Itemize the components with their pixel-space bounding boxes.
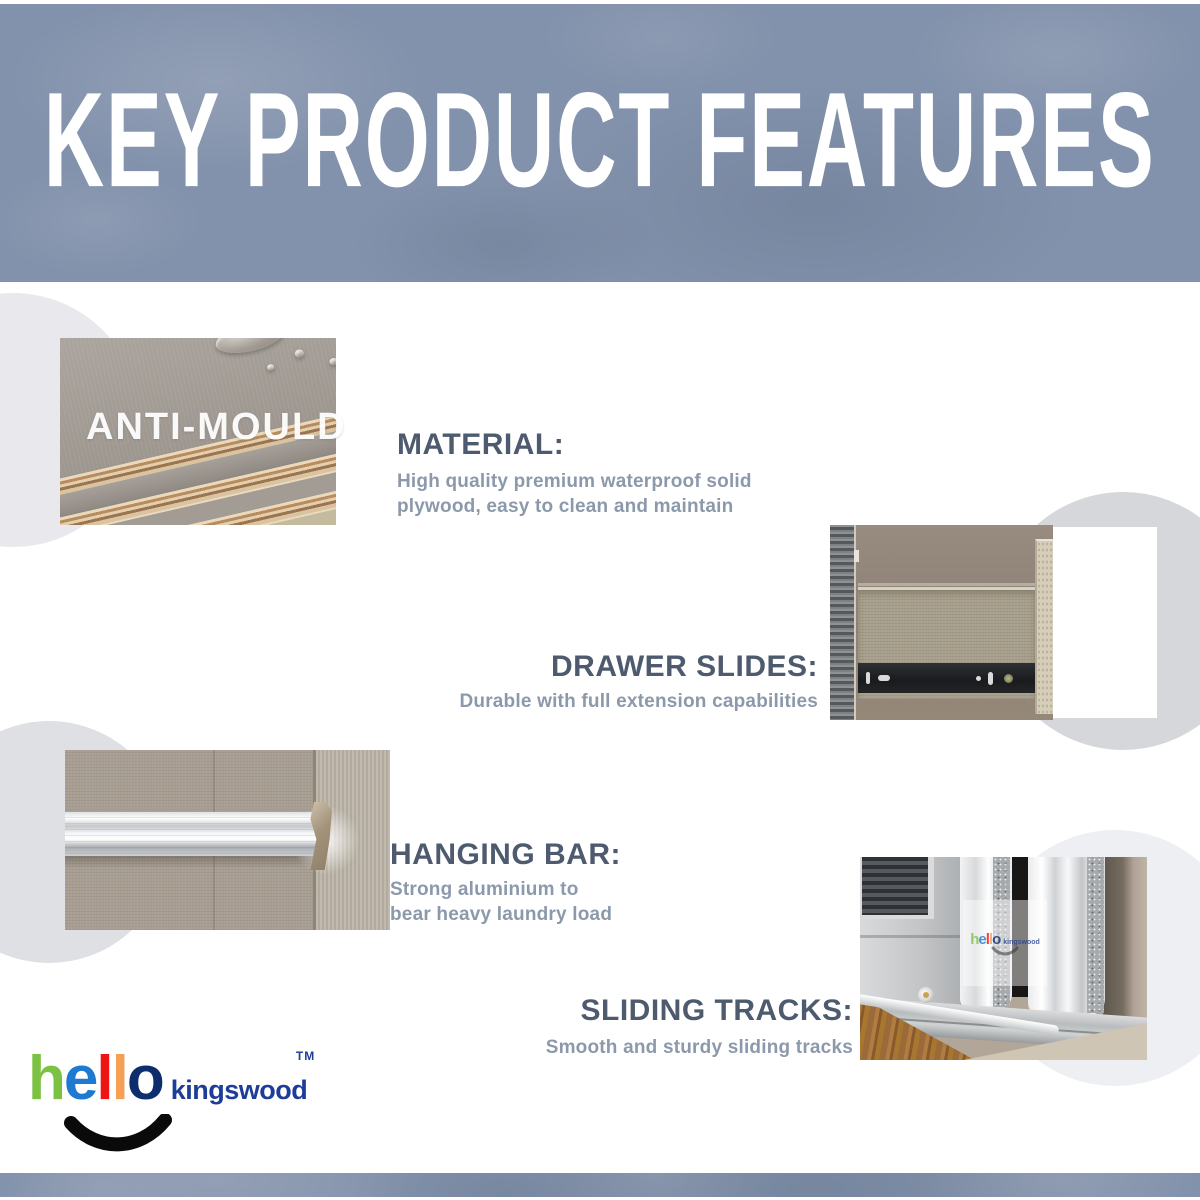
roller-hub <box>923 992 929 998</box>
brand-logo <box>28 1044 316 1113</box>
louver-panel <box>862 857 934 919</box>
watermark-brand: kingswood <box>1003 938 1040 946</box>
watermark-smile-icon <box>990 946 1020 956</box>
drawer-front-edge <box>1035 539 1053 714</box>
logo-smile-icon <box>62 1114 174 1156</box>
header-banner <box>0 4 1200 282</box>
water-droplet <box>329 357 336 366</box>
logo-letter: o <box>126 1044 163 1113</box>
material-body-line: plywood, easy to clean and maintain <box>397 496 734 517</box>
logo-letter: e <box>63 1044 97 1113</box>
footer-banner <box>0 1173 1200 1197</box>
logo-wordmark <box>28 1046 163 1111</box>
hanging-bar-heading: HANGING BAR: <box>390 838 621 871</box>
logo-letter: l <box>111 1044 127 1113</box>
photo-watermark <box>963 900 1047 986</box>
water-droplet <box>294 349 305 359</box>
bar-ridges <box>65 812 319 856</box>
frame-notch <box>854 550 859 562</box>
bar-shadow <box>65 856 317 868</box>
sliding-tracks-body: Smooth and sturdy sliding tracks <box>545 1037 853 1058</box>
logo-letter: h <box>28 1044 64 1113</box>
brush-seal <box>1087 857 1104 1013</box>
rail-slot <box>866 672 870 684</box>
logo-brand-wrap <box>170 1049 316 1106</box>
watermark-letter: e <box>978 930 986 948</box>
hanging-bar-body-line: bear heavy laundry load <box>390 904 613 925</box>
logo-brand-name: kingswood <box>170 1075 308 1105</box>
watermark-letter: l <box>985 930 989 948</box>
interior-wall <box>1103 857 1147 1017</box>
circle-mask-rect <box>1053 527 1157 718</box>
sliding-tracks-photo <box>860 857 1147 1060</box>
watermark-letter: o <box>992 930 1001 948</box>
drawer-slides-body: Durable with full extension capabilities <box>459 691 818 712</box>
page-title: KEY PRODUCT FEATURES <box>44 63 1156 215</box>
material-body <box>397 469 752 519</box>
watermark-letter: h <box>970 930 979 948</box>
anti-mould-label: ANTI-MOULD <box>86 406 347 448</box>
slide-rail <box>858 663 1035 693</box>
material-body-line: High quality premium waterproof solid <box>397 471 752 492</box>
rail-hole <box>976 676 981 681</box>
panel-groove <box>860 935 960 938</box>
sliding-tracks-heading: SLIDING TRACKS: <box>580 994 853 1027</box>
watermark-letter: l <box>988 930 993 948</box>
material-heading: MATERIAL: <box>397 428 565 461</box>
hanging-bar-body-line: Strong aluminium to <box>390 879 579 900</box>
water-droplet <box>267 364 275 371</box>
rail-slot <box>988 672 993 685</box>
logo-letter: l <box>96 1044 112 1113</box>
panel-edge-line <box>858 583 1035 586</box>
hanging-bar-body <box>390 877 612 927</box>
drawer-slide-photo <box>830 525 1053 720</box>
rail-slot <box>878 675 890 681</box>
drawer-slides-heading: DRAWER SLIDES: <box>550 650 818 683</box>
hanging-bar-photo <box>65 750 390 930</box>
trademark-symbol: TM <box>295 1049 316 1063</box>
rail-screw <box>1004 674 1013 683</box>
water-droplet <box>213 338 287 359</box>
wardrobe-frame <box>830 525 856 720</box>
